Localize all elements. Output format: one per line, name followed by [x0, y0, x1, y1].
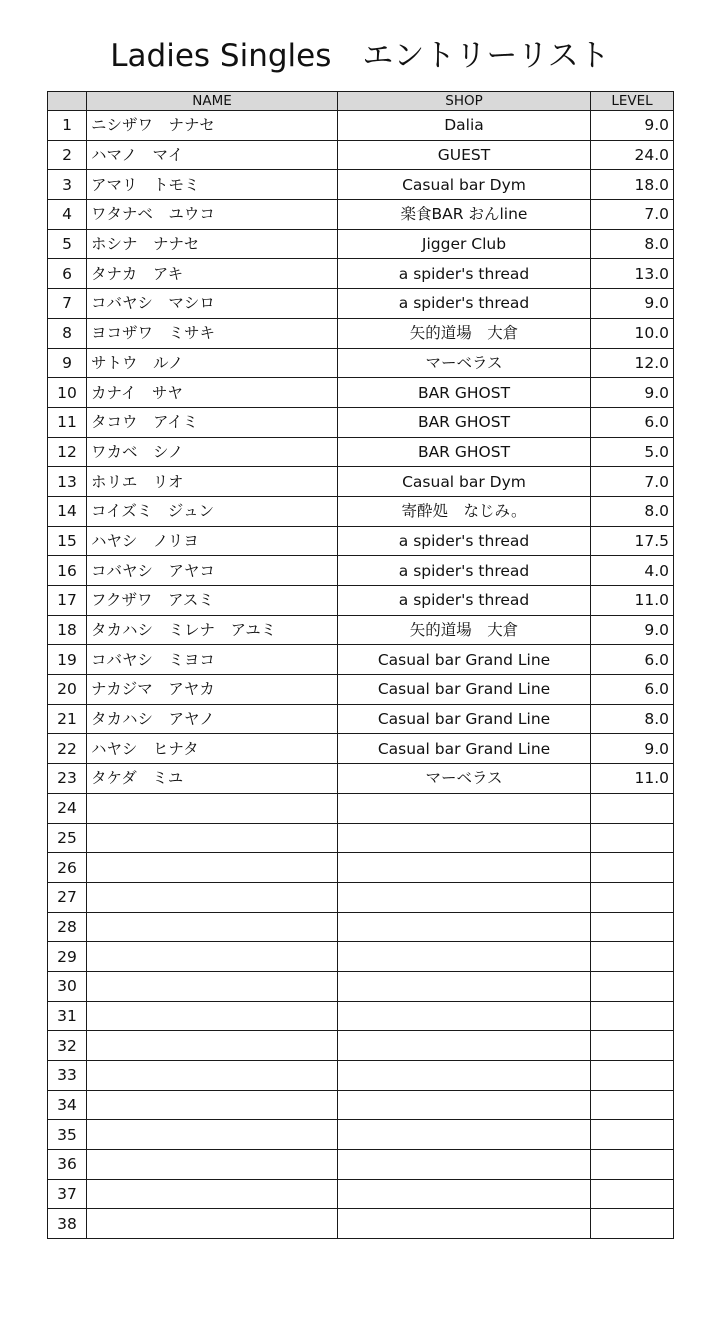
table-row: [48, 437, 674, 467]
entry-level: 8.0: [591, 496, 674, 526]
table-row: [48, 229, 674, 259]
entry-name: ニシザワ ナナセ: [87, 111, 338, 141]
entry-shop: Jigger Club: [338, 229, 591, 259]
entry-level: [591, 1090, 674, 1120]
entry-name: タカハシ ミレナ アユミ: [87, 615, 338, 645]
entry-shop: a spider's thread: [338, 259, 591, 289]
entry-name: タナカ アキ: [87, 259, 338, 289]
entry-shop: a spider's thread: [338, 586, 591, 616]
entry-number: 25: [48, 823, 87, 853]
entry-level: 9.0: [591, 734, 674, 764]
entry-name: [87, 1001, 338, 1031]
entry-shop: GUEST: [338, 140, 591, 170]
entry-name: ナカジマ アヤカ: [87, 675, 338, 705]
table-row: [48, 318, 674, 348]
entry-name: [87, 1120, 338, 1150]
entry-number: 11: [48, 407, 87, 437]
entry-shop: BAR GHOST: [338, 437, 591, 467]
entry-shop: a spider's thread: [338, 526, 591, 556]
entry-shop: [338, 1209, 591, 1239]
entry-number: 7: [48, 289, 87, 319]
table-row: [48, 259, 674, 289]
table-row: [48, 289, 674, 319]
entry-number: 15: [48, 526, 87, 556]
entry-name: アマリ トモミ: [87, 170, 338, 200]
entry-number: 3: [48, 170, 87, 200]
table-body: [48, 111, 674, 1239]
entry-number: 33: [48, 1061, 87, 1091]
table-row: [48, 556, 674, 586]
entry-number: 5: [48, 229, 87, 259]
entry-shop: [338, 1090, 591, 1120]
entry-number: 8: [48, 318, 87, 348]
entry-name: [87, 1031, 338, 1061]
entry-level: [591, 1120, 674, 1150]
entry-level: [591, 912, 674, 942]
entry-shop: Casual bar Dym: [338, 170, 591, 200]
entry-name: コバヤシ アヤコ: [87, 556, 338, 586]
table-row: [48, 645, 674, 675]
entry-level: 7.0: [591, 200, 674, 230]
table-row: [48, 1209, 674, 1239]
table-row: [48, 378, 674, 408]
entry-number: 32: [48, 1031, 87, 1061]
column-header-number: [48, 92, 87, 111]
entry-number: 13: [48, 467, 87, 497]
table-row: [48, 823, 674, 853]
entry-level: [591, 1031, 674, 1061]
entry-shop: [338, 1179, 591, 1209]
table-row: [48, 882, 674, 912]
entry-level: [591, 942, 674, 972]
entry-shop: [338, 1150, 591, 1180]
column-header-name: NAME: [87, 92, 338, 111]
table-row: [48, 971, 674, 1001]
table-row: [48, 1120, 674, 1150]
entry-level: [591, 882, 674, 912]
entry-name: タカハシ アヤノ: [87, 704, 338, 734]
table-row: [48, 526, 674, 556]
entry-number: 21: [48, 704, 87, 734]
entry-name: [87, 1179, 338, 1209]
table-row: [48, 1061, 674, 1091]
entry-name: フクザワ アスミ: [87, 586, 338, 616]
entry-name: サトウ ルノ: [87, 348, 338, 378]
entry-number: 4: [48, 200, 87, 230]
entry-shop: [338, 971, 591, 1001]
entry-shop: BAR GHOST: [338, 378, 591, 408]
entry-level: 17.5: [591, 526, 674, 556]
entry-number: 31: [48, 1001, 87, 1031]
table-row: [48, 496, 674, 526]
entry-number: 22: [48, 734, 87, 764]
entry-level: 5.0: [591, 437, 674, 467]
entry-name: [87, 1090, 338, 1120]
table-row: [48, 1179, 674, 1209]
entry-shop: [338, 823, 591, 853]
entry-number: 35: [48, 1120, 87, 1150]
entry-shop: a spider's thread: [338, 289, 591, 319]
table-row: [48, 853, 674, 883]
table-row: [48, 615, 674, 645]
entry-level: [591, 853, 674, 883]
entry-name: [87, 1150, 338, 1180]
table-row: [48, 1090, 674, 1120]
entry-number: 12: [48, 437, 87, 467]
entry-name: ホリエ リオ: [87, 467, 338, 497]
entry-shop: [338, 1031, 591, 1061]
page-title: Ladies Singles エントリーリスト: [110, 38, 610, 74]
entry-number: 10: [48, 378, 87, 408]
entry-shop: [338, 853, 591, 883]
entry-number: 38: [48, 1209, 87, 1239]
table-row: [48, 1031, 674, 1061]
entry-number: 6: [48, 259, 87, 289]
entry-level: 6.0: [591, 645, 674, 675]
entry-number: 1: [48, 111, 87, 141]
entry-shop: Casual bar Grand Line: [338, 704, 591, 734]
entry-level: 18.0: [591, 170, 674, 200]
entry-shop: [338, 1061, 591, 1091]
table-row: [48, 942, 674, 972]
entry-shop: Casual bar Dym: [338, 467, 591, 497]
entry-level: 8.0: [591, 704, 674, 734]
entry-level: 6.0: [591, 675, 674, 705]
entry-name: カナイ サヤ: [87, 378, 338, 408]
entry-shop: [338, 1001, 591, 1031]
entry-number: 23: [48, 764, 87, 794]
entry-level: 9.0: [591, 289, 674, 319]
table-row: [48, 140, 674, 170]
column-header-shop: SHOP: [338, 92, 591, 111]
entry-number: 34: [48, 1090, 87, 1120]
table-row: [48, 704, 674, 734]
entry-shop: マーベラス: [338, 764, 591, 794]
table-row: [48, 407, 674, 437]
entry-shop: 楽食BAR おんline: [338, 200, 591, 230]
table-row: [48, 170, 674, 200]
entry-level: [591, 1150, 674, 1180]
entry-level: 6.0: [591, 407, 674, 437]
entry-name: ハマノ マイ: [87, 140, 338, 170]
entry-name: タコウ アイミ: [87, 407, 338, 437]
entry-level: 8.0: [591, 229, 674, 259]
table-row: [48, 467, 674, 497]
entry-level: [591, 793, 674, 823]
entry-number: 20: [48, 675, 87, 705]
entry-name: [87, 823, 338, 853]
table-row: [48, 1001, 674, 1031]
entry-number: 24: [48, 793, 87, 823]
entry-name: [87, 853, 338, 883]
entry-shop: 寄酔処 なじみ。: [338, 496, 591, 526]
entry-level: 7.0: [591, 467, 674, 497]
table-row: [48, 586, 674, 616]
entry-number: 27: [48, 882, 87, 912]
entry-shop: a spider's thread: [338, 556, 591, 586]
table-row: [48, 348, 674, 378]
entry-level: 9.0: [591, 111, 674, 141]
table-row: [48, 111, 674, 141]
entry-number: 28: [48, 912, 87, 942]
entry-name: ワカベ シノ: [87, 437, 338, 467]
entry-number: 36: [48, 1150, 87, 1180]
entry-level: 9.0: [591, 615, 674, 645]
entry-number: 26: [48, 853, 87, 883]
entry-number: 30: [48, 971, 87, 1001]
entry-number: 16: [48, 556, 87, 586]
entry-list-table: [47, 91, 674, 1239]
table-row: [48, 734, 674, 764]
entry-level: [591, 1061, 674, 1091]
entry-level: 12.0: [591, 348, 674, 378]
entry-shop: [338, 793, 591, 823]
entry-name: [87, 1209, 338, 1239]
entry-name: [87, 1061, 338, 1091]
table-row: [48, 912, 674, 942]
table-row: [48, 675, 674, 705]
table-row: [48, 793, 674, 823]
entry-shop: Casual bar Grand Line: [338, 734, 591, 764]
entry-shop: マーベラス: [338, 348, 591, 378]
entry-level: [591, 1179, 674, 1209]
entry-shop: 矢的道場 大倉: [338, 318, 591, 348]
entry-name: ワタナベ ユウコ: [87, 200, 338, 230]
entry-number: 9: [48, 348, 87, 378]
entry-name: [87, 942, 338, 972]
column-header-level: LEVEL: [591, 92, 674, 111]
entry-level: [591, 1209, 674, 1239]
entry-shop: BAR GHOST: [338, 407, 591, 437]
entry-name: タケダ ミユ: [87, 764, 338, 794]
entry-level: 10.0: [591, 318, 674, 348]
entry-number: 37: [48, 1179, 87, 1209]
entry-number: 17: [48, 586, 87, 616]
entry-name: コバヤシ ミヨコ: [87, 645, 338, 675]
entry-number: 19: [48, 645, 87, 675]
entry-name: コイズミ ジュン: [87, 496, 338, 526]
entry-level: [591, 823, 674, 853]
entry-level: [591, 1001, 674, 1031]
entry-level: 4.0: [591, 556, 674, 586]
table-row: [48, 764, 674, 794]
entry-level: [591, 971, 674, 1001]
entry-name: [87, 882, 338, 912]
entry-shop: Casual bar Grand Line: [338, 645, 591, 675]
entry-shop: [338, 942, 591, 972]
entry-number: 29: [48, 942, 87, 972]
entry-number: 18: [48, 615, 87, 645]
entry-shop: Casual bar Grand Line: [338, 675, 591, 705]
entry-name: [87, 971, 338, 1001]
entry-level: 13.0: [591, 259, 674, 289]
entry-level: 11.0: [591, 586, 674, 616]
entry-level: 9.0: [591, 378, 674, 408]
table-row: [48, 200, 674, 230]
table-header-row: [48, 92, 674, 111]
entry-number: 14: [48, 496, 87, 526]
entry-shop: Dalia: [338, 111, 591, 141]
entry-level: 24.0: [591, 140, 674, 170]
entry-shop: [338, 912, 591, 942]
entry-shop: [338, 1120, 591, 1150]
entry-name: ホシナ ナナセ: [87, 229, 338, 259]
entry-name: ヨコザワ ミサキ: [87, 318, 338, 348]
entry-name: [87, 793, 338, 823]
entry-shop: [338, 882, 591, 912]
entry-name: コバヤシ マシロ: [87, 289, 338, 319]
table-row: [48, 1150, 674, 1180]
entry-shop: 矢的道場 大倉: [338, 615, 591, 645]
entry-name: ハヤシ ヒナタ: [87, 734, 338, 764]
entry-number: 2: [48, 140, 87, 170]
entry-name: [87, 912, 338, 942]
entry-name: ハヤシ ノリヨ: [87, 526, 338, 556]
entry-level: 11.0: [591, 764, 674, 794]
